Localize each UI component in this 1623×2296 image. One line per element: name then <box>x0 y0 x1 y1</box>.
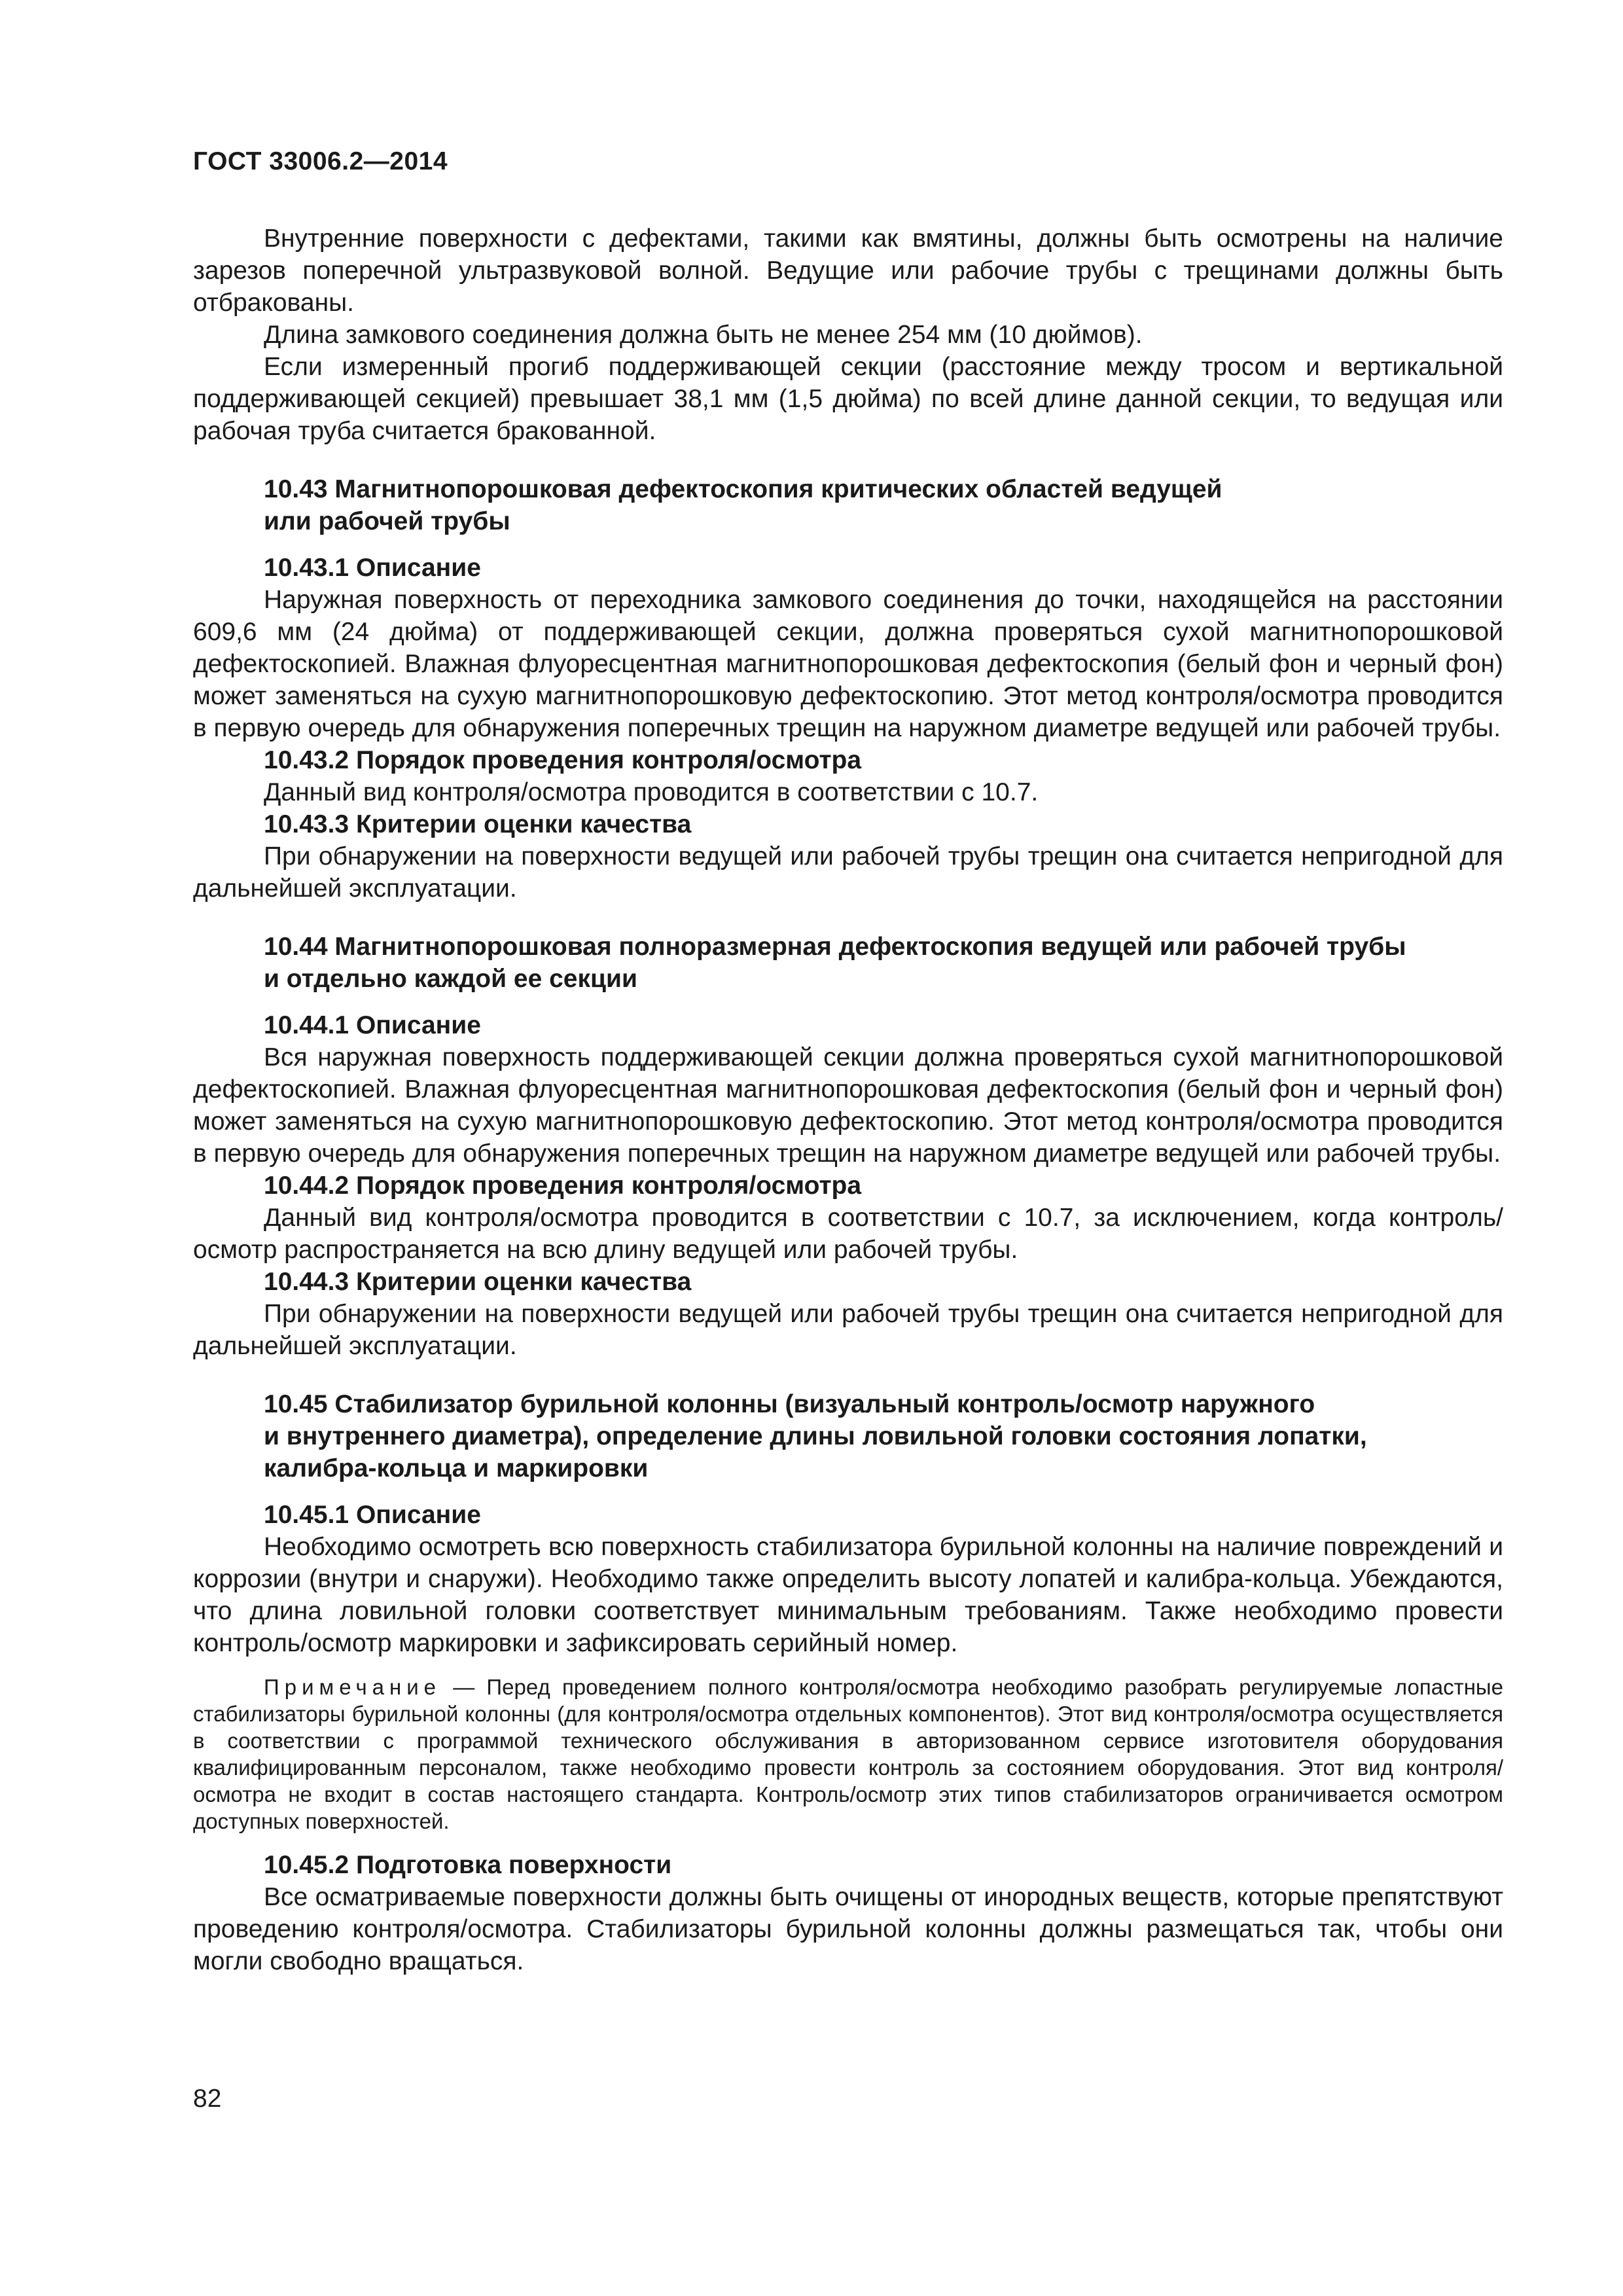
section-title <box>193 931 1503 995</box>
document-body <box>193 223 1503 1977</box>
page-number: 82 <box>193 2085 222 2113</box>
section-10-44 <box>193 931 1503 1362</box>
paragraph: Данный вид контроля/осмотра проводится в соответствии с 10.7. <box>264 778 1039 806</box>
section-title-line: или рабочей трубы <box>264 507 510 535</box>
section-title-line: и отдельно каждой ее секции <box>264 965 637 993</box>
note-label: Примечание <box>264 1675 442 1699</box>
paragraph: При обнаружении на поверхности ведущей или рабочей трубы трещин она считается непригодной для дальнейшей эксплуатации. <box>193 1300 1503 1360</box>
paragraph: Все осматриваемые поверхности должны быть очищены от инородных веществ, которые препятствуют проведению контроля/осмотра. Стабилизаторы бурильной колонны должны размещаться так, чтобы они могли свободно вращаться. <box>193 1883 1503 1975</box>
section-title-line: 10.44 Магнитнопорошковая полноразмерная дефектоскопия ведущей или рабочей трубы <box>264 933 1406 961</box>
paragraph: Вся наружная поверхность поддерживающей секции должна проверяться сухой магнитнопорошковой дефектоскопией. Влажная флуоресцентная магнитнопорошковая дефектоскопия (белый фон и черный фон) может заменяться на сухую магнитнопорошковую дефектоскопию. Этот метод контроля/осмотра проводится в первую очередь для обнаружения поперечных трещин на наружном диаметре ведущей или рабочей трубы. <box>193 1043 1503 1168</box>
subsection-title: 10.45.1 Описание <box>264 1501 481 1529</box>
note-text: — Перед проведением полного контроля/осмотра необходимо разобрать регулируемые лопастные стабилизаторы бурильной колонны (для контроля/осмотра отдельных компонентов). Этот вид контроля/осмотра осуществляется в соответствии с программой технического обслуживания в авторизованном сервисе изготовителя оборудования квалифицированным персоналом, также необходимо провести контроль за состоянием оборудования. Этот вид контроля/осмотра не входит в состав настоящего стандарта. Контроль/осмотр этих типов стабилизаторов ограничивается осмотром доступных поверхностей. <box>193 1675 1503 1833</box>
paragraph: Данный вид контроля/осмотра проводится в соответствии с 10.7, за исключением, когда контроль/осмотр распространяется на всю длину ведущей или рабочей трубы. <box>193 1204 1503 1264</box>
paragraph: Наружная поверхность от переходника замкового соединения до точки, находящейся на расстоянии 609,6 мм (24 дюйма) от поддерживающей секции, должна проверяться сухой магнитнопорошковой дефектоскопией. Влажная флуоресцентная магнитнопорошковая дефектоскопия (белый фон и черный фон) может заменяться на сухую магнитнопорошковую дефектоскопию. Этот метод контроля/осмотра проводится в первую очередь для обнаружения поперечных трещин на наружном диаметре ведущей или рабочей трубы. <box>193 586 1503 742</box>
subsection-title: 10.44.2 Порядок проведения контроля/осмотра <box>264 1172 862 1200</box>
subsection-title: 10.43.2 Порядок проведения контроля/осмотра <box>264 746 862 774</box>
section-title-line: и внутреннего диаметра), определение длины ловильной головки состояния лопатки, <box>264 1422 1367 1450</box>
section-title-line: калибра-кольца и маркировки <box>264 1454 649 1482</box>
section-title-line: 10.45 Стабилизатор бурильной колонны (визуальный контроль/осмотр наружного <box>264 1390 1315 1418</box>
section-title <box>193 1388 1503 1484</box>
paragraph: Необходимо осмотреть всю поверхность стабилизатора бурильной колонны на наличие повреждений и коррозии (внутри и снаружи). Необходимо также определить высоту лопатей и калибра-кольца. Убеждаются, что длина ловильной головки соответствует минимальным требованиям. Также необходимо провести контроль/осмотр маркировки и зафиксировать серийный номер. <box>193 1533 1503 1657</box>
note <box>193 1674 1503 1835</box>
section-10-45 <box>193 1388 1503 1977</box>
document-header: ГОСТ 33006.2—2014 <box>193 147 448 175</box>
subsection-title: 10.45.2 Подготовка поверхности <box>264 1851 672 1879</box>
paragraph: Длина замкового соединения должна быть не менее 254 мм (10 дюймов). <box>264 321 1143 349</box>
section-title <box>193 473 1503 537</box>
paragraph: При обнаружении на поверхности ведущей или рабочей трубы трещин она считается непригодной для дальнейшей эксплуатации. <box>193 842 1503 903</box>
subsection-title: 10.43.1 Описание <box>264 554 481 582</box>
paragraph: Если измеренный прогиб поддерживающей секции (расстояние между тросом и вертикальной поддерживающей секцией) превышает 38,1 мм (1,5 дюйма) по всей длине данной секции, то ведущая или рабочая труба считается бракованной. <box>193 353 1503 445</box>
subsection-title: 10.44.1 Описание <box>264 1011 481 1039</box>
section-title-line: 10.43 Магнитнопорошковая дефектоскопия критических областей ведущей <box>264 475 1222 503</box>
subsection-title: 10.43.3 Критерии оценки качества <box>264 810 692 838</box>
section-10-43 <box>193 473 1503 905</box>
subsection-title: 10.44.3 Критерии оценки качества <box>264 1268 692 1296</box>
paragraph: Внутренние поверхности с дефектами, такими как вмятины, должны быть осмотрены на наличие зарезов поперечной ультразвуковой волной. Ведущие или рабочие трубы с трещинами должны быть отбракованы. <box>193 224 1503 317</box>
